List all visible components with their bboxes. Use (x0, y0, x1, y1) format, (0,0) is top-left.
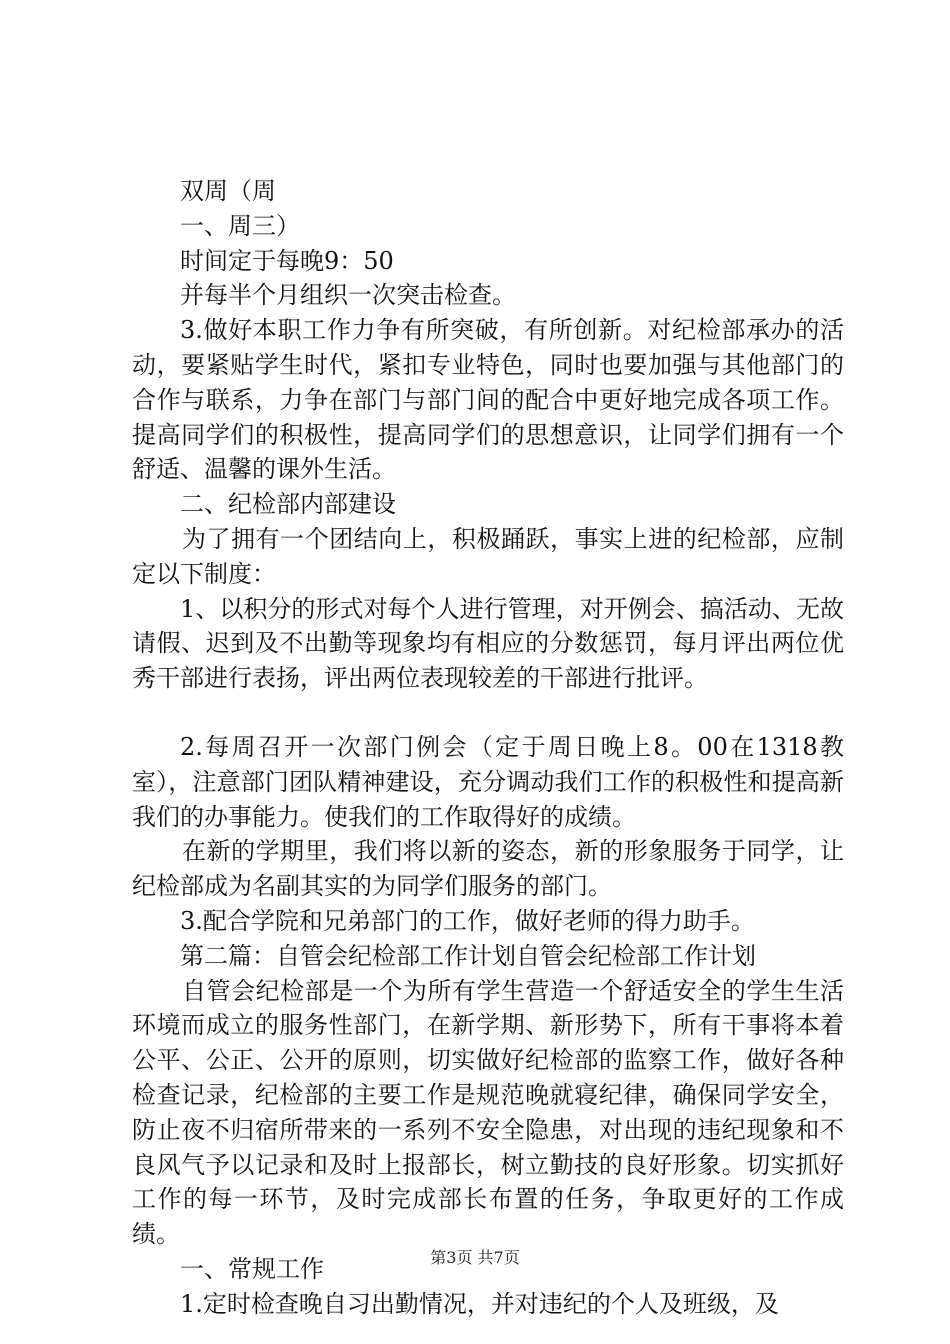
paragraph-9: 2.每周召开一次部门例会（定于周日晚上8。00在1318教室），注意部门团队精神建设，充分调动我们工作的积极性和提高新我们的办事能力。使我们的工作取得好的成绩。 (132, 732, 844, 831)
paragraph-7: 为了拥有一个团结向上，积极踊跃，事实上进的纪检部，应制定以下制度： (132, 524, 844, 588)
paragraph-2: 一、周三） (180, 211, 300, 240)
paragraph-10: 在新的学期里，我们将以新的姿态，新的形象服务于同学，让纪检部成为名副其实的为同学们服务的部门。 (132, 837, 844, 901)
paragraph-1: 双周（周 (180, 177, 276, 205)
paragraph-gap (132, 696, 844, 730)
paragraph-15: 1.定时检查晚自习出勤情况，并对违纪的个人及班级，及 (180, 1289, 779, 1318)
section-heading-internal: 二、纪检部内部建设 (180, 490, 396, 519)
paragraph-4: 并每半个月组织一次突击检查。 (180, 281, 516, 310)
section-heading-routine-work: 一、常规工作 (180, 1254, 324, 1283)
page-number-footer: 第3页 共7页 (430, 1248, 520, 1267)
paragraph-5: 3.做好本职工作力争有所突破，有所创新。对纪检部承办的活动，要紧贴学生时代，紧扣专业特色，同时也要加强与其他部门的合作与联系，力争在部门与部门间的配合中更好地完成各项工作。提高同学们的积极性，提高同学们的思想意识，让同学们拥有一个舒适、温馨的课外生活。 (132, 316, 844, 484)
paragraph-13: 自管会纪检部是一个为所有学生营造一个舒适安全的学生生活环境而成立的服务性部门，在新学期、新形势下，所有干事将本着公平、公正、公开的原则，切实做好纪检部的监察工作，做好各种检查记录，纪检部的主要工作是规范晚就寝纪律，确保同学安全，防止夜不归宿所带来的一系列不安全隐患，对出现的违纪现象和不良风气予以记录和及时上报部长，树立勤技的良好形象。切实抓好工作的每一环节，及时完成部长布置的任务，争取更好的工作成绩。 (132, 976, 844, 1249)
document-body (132, 174, 844, 1322)
paragraph-11: 3.配合学院和兄弟部门的工作，做好老师的得力助手。 (180, 906, 755, 935)
paragraph-3: 时间定于每晚9：50 (180, 246, 394, 275)
paragraph-8: 1、以积分的形式对每个人进行管理，对开例会、搞活动、无故请假、迟到及不出勤等现象均有相应的分数惩罚，每月评出两位优秀干部进行表扬，评出两位表现较差的干部进行批评。 (132, 594, 844, 693)
section-heading-second-article: 第二篇：自管会纪检部工作计划自管会纪检部工作计划 (180, 941, 756, 970)
